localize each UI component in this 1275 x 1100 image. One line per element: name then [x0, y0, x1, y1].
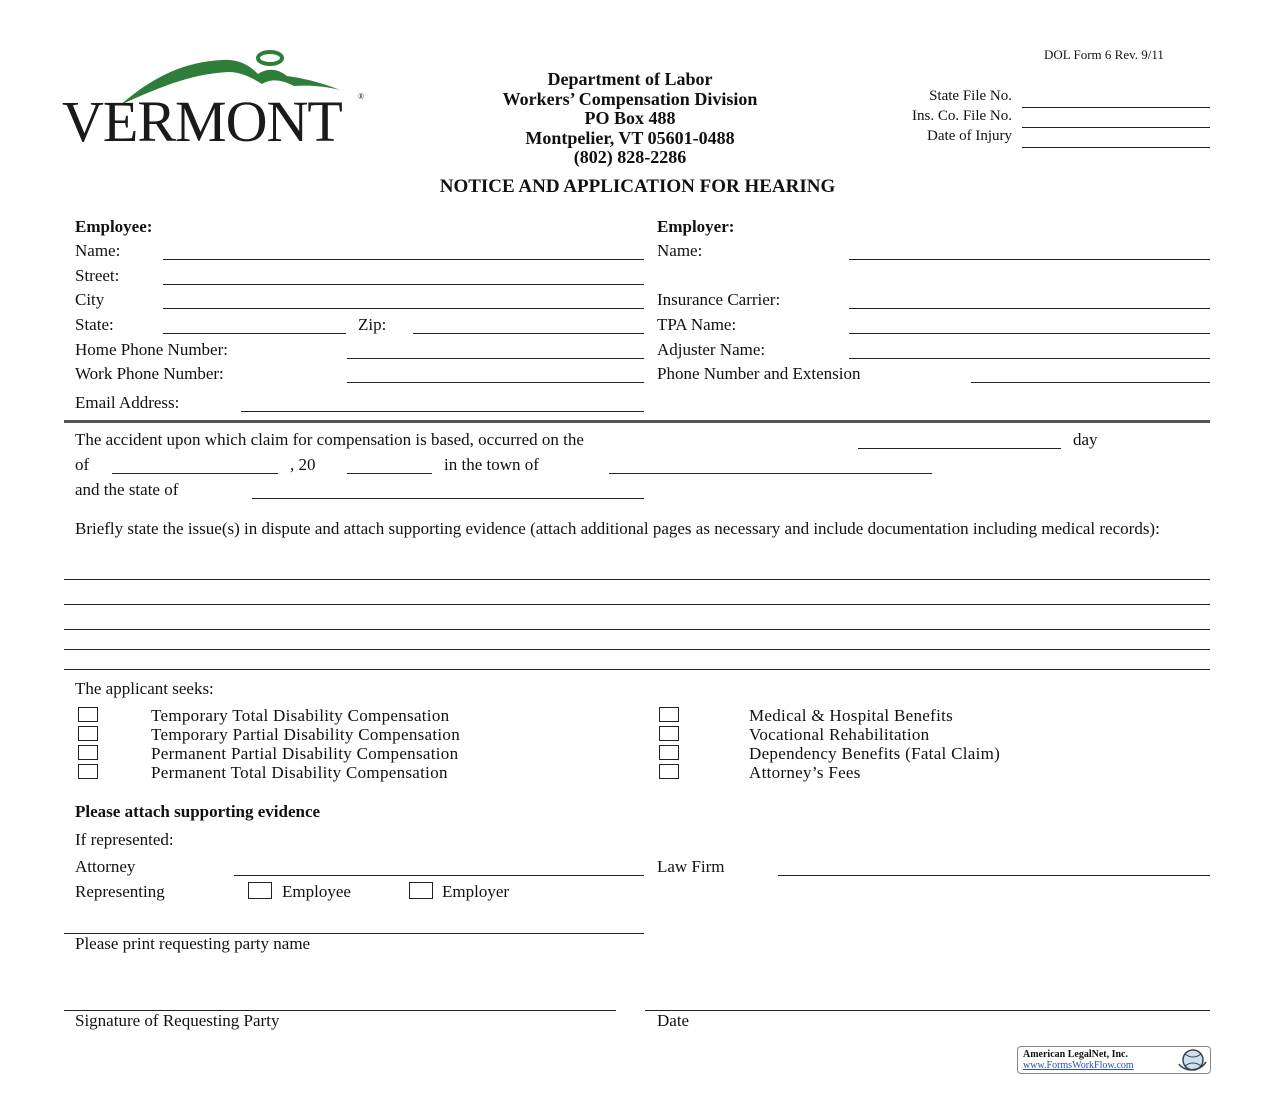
represent-employer-label: Employer — [442, 882, 510, 901]
seeks-right-2: Dependency Benefits (Fatal Claim) — [749, 744, 1001, 763]
accident-town-field[interactable] — [609, 457, 932, 474]
employee-zip-label: Zip: — [358, 315, 387, 334]
insurance-carrier-field[interactable] — [849, 292, 1210, 309]
ptd-checkbox[interactable] — [78, 764, 98, 779]
globe-icon — [1176, 1048, 1208, 1073]
seeks-left-1: Temporary Partial Disability Compensation — [151, 725, 461, 744]
employer-name-field[interactable] — [849, 243, 1210, 260]
date-field[interactable] — [645, 994, 1210, 1011]
agency-line-4: Montpelier, VT 05601-0488 — [525, 127, 735, 148]
seeks-heading: The applicant seeks: — [75, 679, 214, 698]
seeks-left-0: Temporary Total Disability Compensation — [151, 706, 450, 725]
state-file-no-label: State File No. — [929, 88, 1012, 104]
seeks-left-2: Permanent Partial Disability Compensation — [151, 744, 459, 763]
print-name-field[interactable] — [64, 917, 644, 934]
seeks-left-3: Permanent Total Disability Compensation — [151, 763, 448, 782]
accident-year-field[interactable] — [347, 457, 432, 474]
vocational-checkbox[interactable] — [659, 726, 679, 741]
accident-year-prefix: , 20 — [290, 455, 316, 474]
accident-state-label: and the state of — [75, 480, 179, 499]
accident-day-field[interactable] — [858, 432, 1061, 449]
footer-url[interactable]: www.FormsWorkFlow.com — [1023, 1060, 1134, 1071]
adjuster-name-field[interactable] — [849, 342, 1210, 359]
signature-field[interactable] — [64, 994, 616, 1011]
employee-state-label: State: — [75, 315, 114, 334]
employer-name-label: Name: — [657, 241, 703, 260]
email-field[interactable] — [241, 395, 644, 412]
adjuster-name-label: Adjuster Name: — [657, 340, 766, 359]
section-divider — [64, 420, 1210, 423]
home-phone-label: Home Phone Number: — [75, 340, 228, 359]
medical-checkbox[interactable] — [659, 707, 679, 722]
registered-mark: ® — [358, 92, 365, 101]
state-file-no-field[interactable] — [1022, 91, 1210, 108]
tpa-name-label: TPA Name: — [657, 315, 737, 334]
accident-town-label: in the town of — [444, 455, 539, 474]
date-of-injury-field[interactable] — [1022, 131, 1210, 148]
ttd-checkbox[interactable] — [78, 707, 98, 722]
accident-state-field[interactable] — [252, 482, 644, 499]
agency-line-1: Department of Labor — [547, 69, 713, 89]
represent-employee-label: Employee — [282, 882, 351, 901]
phone-ext-field[interactable] — [971, 366, 1210, 383]
tpa-name-field[interactable] — [849, 317, 1210, 334]
represent-employer-checkbox[interactable] — [409, 882, 433, 899]
insurance-carrier-label: Insurance Carrier: — [657, 290, 781, 309]
employee-zip-field[interactable] — [413, 317, 644, 334]
represented-heading: If represented: — [75, 830, 174, 849]
agency-line-5: (802) 828-2286 — [573, 147, 687, 168]
seeks-right-3: Attorney’s Fees — [749, 763, 861, 782]
ppd-checkbox[interactable] — [78, 745, 98, 760]
attorney-label: Attorney — [75, 857, 136, 876]
accident-month-field[interactable] — [112, 457, 278, 474]
representing-label: Representing — [75, 882, 165, 901]
accident-of-label: of — [75, 455, 90, 474]
seeks-right-1: Vocational Rehabilitation — [749, 725, 930, 744]
issues-prompt: Briefly state the issue(s) in dispute and attach supporting evidence (attach additional pages as necessary and include documentation including medical records): — [75, 519, 1160, 538]
tpd-checkbox[interactable] — [78, 726, 98, 741]
employee-city-label: City — [75, 290, 105, 309]
agency-line-3: PO Box 488 — [584, 108, 676, 129]
print-name-label: Please print requesting party name — [75, 934, 311, 953]
agency-header — [430, 70, 830, 168]
page-title: NOTICE AND APPLICATION FOR HEARING — [439, 176, 836, 197]
footer-company: American LegalNet, Inc. — [1023, 1049, 1128, 1060]
issues-text-area[interactable] — [64, 560, 1210, 672]
employee-state-field[interactable] — [163, 317, 346, 334]
employee-name-label: Name: — [75, 241, 121, 260]
accident-day-label: day — [1073, 430, 1098, 449]
date-label: Date — [657, 1011, 690, 1030]
accident-line1: The accident upon which claim for compensation is based, occurred on the — [75, 430, 584, 449]
phone-ext-label: Phone Number and Extension — [657, 364, 861, 383]
dependency-checkbox[interactable] — [659, 745, 679, 760]
employee-city-field[interactable] — [163, 292, 644, 309]
employee-street-field[interactable] — [163, 268, 644, 285]
employer-heading: Employer: — [657, 217, 735, 236]
law-firm-label: Law Firm — [657, 857, 725, 876]
ins-file-no-field[interactable] — [1022, 111, 1210, 128]
home-phone-field[interactable] — [347, 342, 644, 359]
employee-street-label: Street: — [75, 266, 120, 285]
footer-badge[interactable] — [1017, 1046, 1211, 1074]
ins-file-no-label: Ins. Co. File No. — [911, 108, 1012, 124]
agency-line-2: Workers’ Compensation Division — [502, 88, 758, 109]
attorney-field[interactable] — [234, 859, 644, 876]
logo-wordmark: VERMONT — [62, 89, 342, 154]
attorney-fees-checkbox[interactable] — [659, 764, 679, 779]
seeks-right-0: Medical & Hospital Benefits — [749, 706, 954, 725]
date-of-injury-label: Date of Injury — [927, 128, 1012, 144]
employee-heading: Employee: — [75, 217, 153, 236]
work-phone-label: Work Phone Number: — [75, 364, 224, 383]
signature-label: Signature of Requesting Party — [75, 1011, 280, 1030]
form-id: DOL Form 6 Rev. 9/11 — [1044, 47, 1164, 62]
employee-name-field[interactable] — [163, 243, 644, 260]
represent-employee-checkbox[interactable] — [248, 882, 272, 899]
email-label: Email Address: — [75, 393, 180, 412]
attach-note: Please attach supporting evidence — [75, 802, 321, 821]
vermont-logo — [62, 48, 412, 154]
work-phone-field[interactable] — [347, 366, 644, 383]
law-firm-field[interactable] — [778, 859, 1210, 876]
